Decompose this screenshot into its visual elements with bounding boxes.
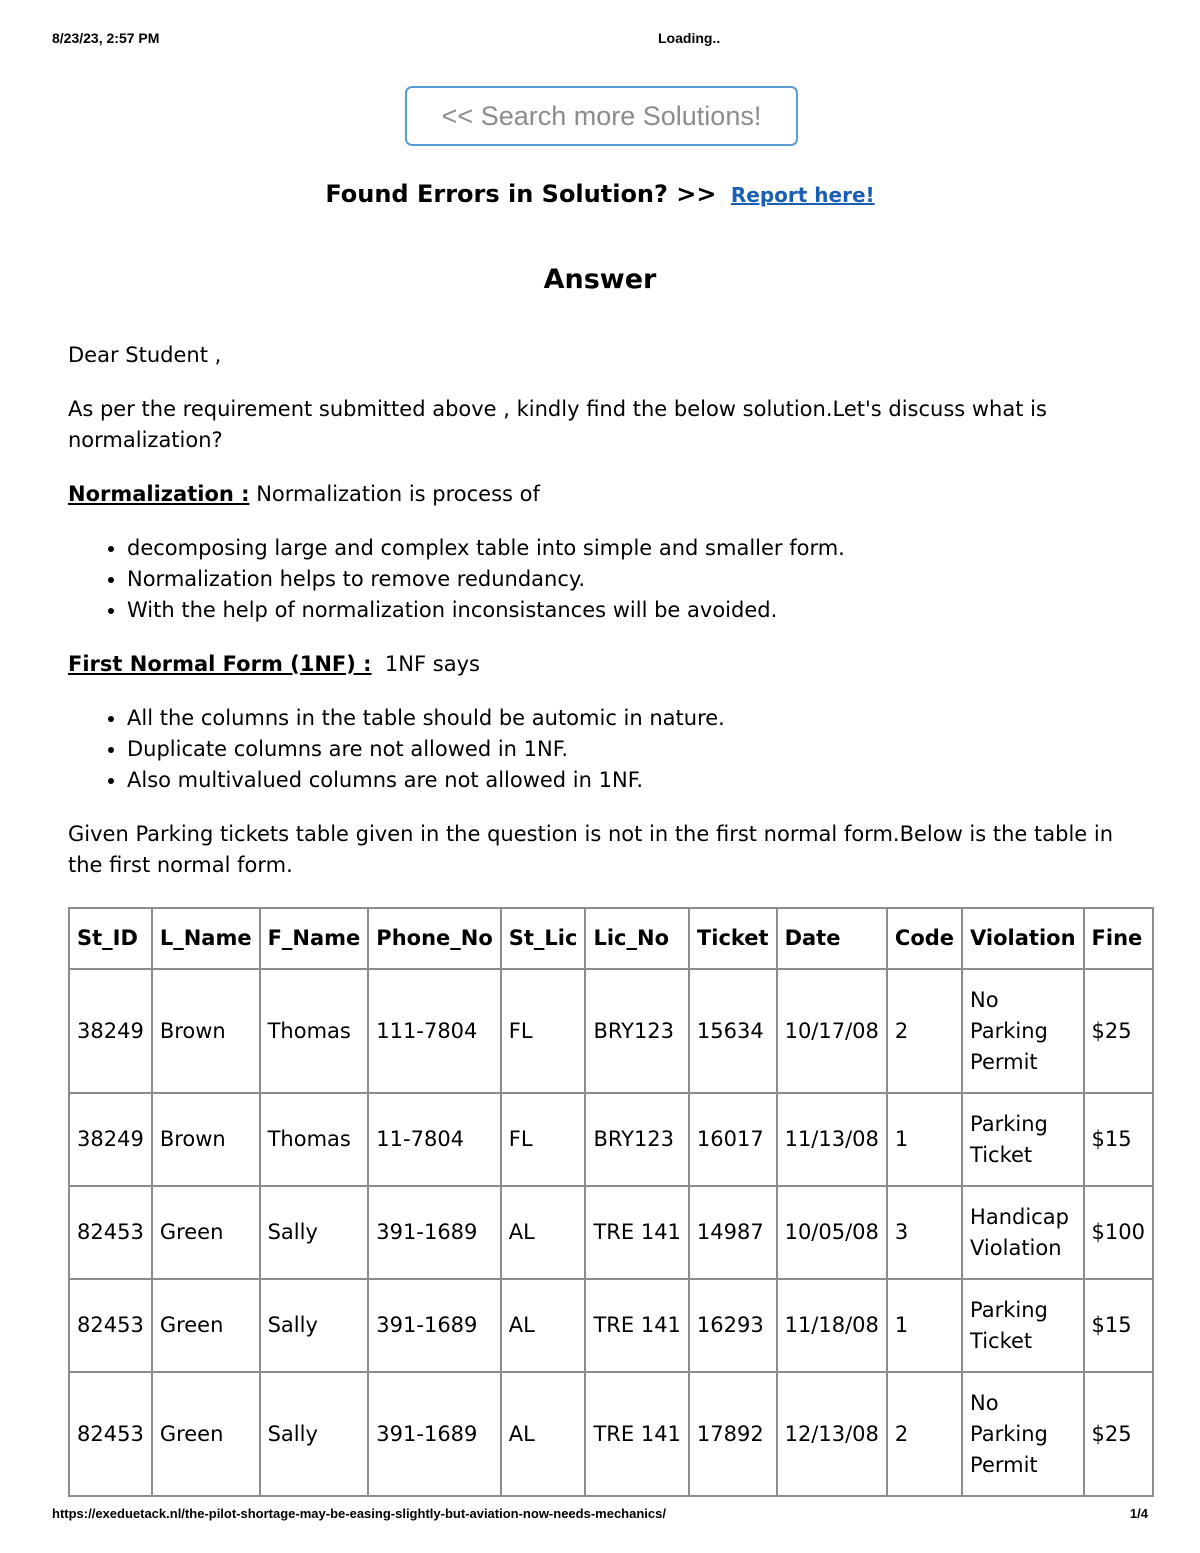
list-item: • All the columns in the table should be automic in nature. [127, 703, 1143, 734]
table-cell: No Parking Permit [962, 969, 1084, 1093]
print-url: https://exeduetack.nl/the-pilot-shortage-may-be-easing-slightly-but-aviation-now-needs-mechanics/ [52, 1506, 666, 1521]
table-cell: 2 [887, 969, 962, 1093]
first-nf-definition [68, 649, 1143, 680]
table-cell: 11/18/08 [777, 1279, 887, 1372]
table-cell: 391-1689 [368, 1279, 500, 1372]
table-cell: Thomas [260, 969, 369, 1093]
table-cell: $25 [1084, 969, 1153, 1093]
errors-line [0, 180, 1200, 208]
list-item: • Duplicate columns are not allowed in 1NF. [127, 734, 1143, 765]
table-cell: 16017 [689, 1093, 777, 1186]
table-cell: 10/17/08 [777, 969, 887, 1093]
normalization-label: Normalization : [68, 482, 250, 506]
table-cell: BRY123 [585, 1093, 688, 1186]
answer-heading: Answer [543, 264, 657, 295]
table-cell: FL [501, 969, 586, 1093]
intro-paragraph: As per the requirement submitted above , kindly find the below solution.Let's discuss what is normalization? [68, 397, 1047, 452]
table-cell: TRE 141 [585, 1372, 688, 1496]
normalization-text: Normalization is process of [249, 482, 540, 506]
column-header: St_Lic [501, 908, 586, 969]
first-nf-label: First Normal Form (1NF) : [68, 652, 372, 676]
table-intro: Given Parking tickets table given in the question is not in the first normal form.Below is the table in the first normal form. [68, 822, 1114, 877]
table-cell: Thomas [260, 1093, 369, 1186]
print-footer [52, 1506, 1148, 1524]
page-number: 1/4 [1129, 1506, 1148, 1521]
print-datetime: 8/23/23, 2:57 PM [52, 30, 160, 46]
table-cell: Sally [260, 1372, 369, 1496]
first-nf-list [127, 703, 1143, 796]
column-header: Violation [962, 908, 1084, 969]
table-cell: Parking Ticket [962, 1279, 1084, 1372]
table-cell: 38249 [69, 969, 152, 1093]
list-item: • decomposing large and complex table into simple and smaller form. [127, 533, 1143, 564]
column-header: St_ID [69, 908, 152, 969]
search-more-solutions-button[interactable]: << Search more Solutions! [405, 86, 798, 146]
table-cell: AL [501, 1279, 586, 1372]
table-cell: Handicap Violation [962, 1186, 1084, 1279]
errors-text: Found Errors in Solution? >> [325, 180, 725, 208]
greeting: Dear Student , [68, 343, 222, 367]
table-row [69, 1279, 1153, 1372]
table-cell: 2 [887, 1372, 962, 1496]
answer-body [68, 340, 1143, 904]
table-cell: No Parking Permit [962, 1372, 1084, 1496]
column-header: Date [777, 908, 887, 969]
table-cell: 14987 [689, 1186, 777, 1279]
normalization-definition [68, 479, 1143, 510]
table-cell: Sally [260, 1279, 369, 1372]
column-header: F_Name [260, 908, 369, 969]
table-cell: Brown [152, 1093, 260, 1186]
table-cell: Sally [260, 1186, 369, 1279]
table-cell: Brown [152, 969, 260, 1093]
table-cell: Green [152, 1372, 260, 1496]
table-cell: $25 [1084, 1372, 1153, 1496]
table-cell: 111-7804 [368, 969, 500, 1093]
table-cell: 10/05/08 [777, 1186, 887, 1279]
table-cell: 17892 [689, 1372, 777, 1496]
table-cell: TRE 141 [585, 1279, 688, 1372]
table-cell: 15634 [689, 969, 777, 1093]
table-cell: Parking Ticket [962, 1093, 1084, 1186]
column-header: Ticket [689, 908, 777, 969]
table-cell: FL [501, 1093, 586, 1186]
table-cell: 82453 [69, 1186, 152, 1279]
table-cell: Green [152, 1279, 260, 1372]
table-cell: 11/13/08 [777, 1093, 887, 1186]
table-cell: $100 [1084, 1186, 1153, 1279]
list-item: • With the help of normalization inconsistances will be avoided. [127, 595, 1143, 626]
table-cell: AL [501, 1372, 586, 1496]
table-row [69, 1186, 1153, 1279]
column-header: Lic_No [585, 908, 688, 969]
table-cell: 1 [887, 1279, 962, 1372]
first-nf-text: 1NF says [371, 652, 480, 676]
report-here-link[interactable]: Report here! [730, 183, 875, 207]
table-cell: 11-7804 [368, 1093, 500, 1186]
table-header-row [69, 908, 1153, 969]
table-cell: 3 [887, 1186, 962, 1279]
column-header: Phone_No [368, 908, 500, 969]
normalization-list [127, 533, 1143, 626]
table-cell: TRE 141 [585, 1186, 688, 1279]
table-row [69, 1372, 1153, 1496]
table-cell: 16293 [689, 1279, 777, 1372]
table-cell: 38249 [69, 1093, 152, 1186]
table-cell: Green [152, 1186, 260, 1279]
table-row [69, 969, 1153, 1093]
table-cell: 391-1689 [368, 1186, 500, 1279]
table-cell: 391-1689 [368, 1372, 500, 1496]
table-row [69, 1093, 1153, 1186]
table-cell: AL [501, 1186, 586, 1279]
table-cell: 82453 [69, 1372, 152, 1496]
print-header [52, 30, 1148, 48]
list-item: • Also multivalued columns are not allowed in 1NF. [127, 765, 1143, 796]
table-cell: 82453 [69, 1279, 152, 1372]
table-cell: 12/13/08 [777, 1372, 887, 1496]
list-item: • Normalization helps to remove redundancy. [127, 564, 1143, 595]
column-header: Fine [1084, 908, 1153, 969]
column-header: L_Name [152, 908, 260, 969]
column-header: Code [887, 908, 962, 969]
table-cell: $15 [1084, 1093, 1153, 1186]
table-cell: 1 [887, 1093, 962, 1186]
parking-tickets-table [68, 907, 1154, 1497]
table-cell: $15 [1084, 1279, 1153, 1372]
print-title: Loading.. [658, 30, 721, 46]
table-cell: BRY123 [585, 969, 688, 1093]
